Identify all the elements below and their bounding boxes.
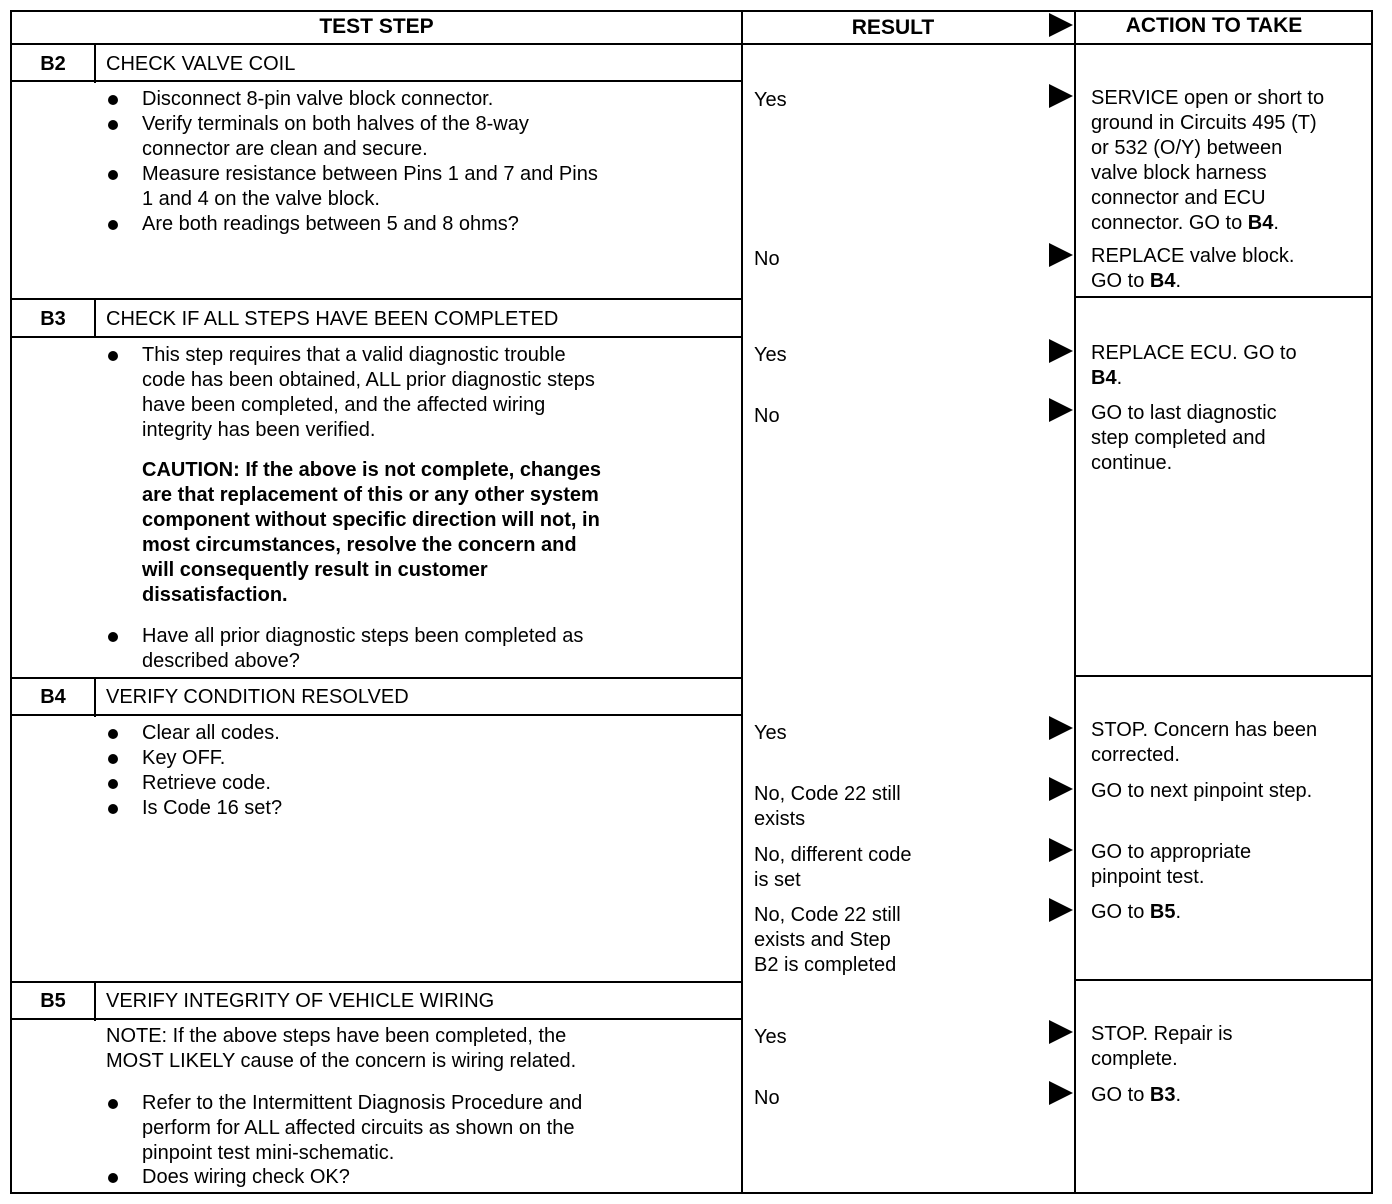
bullet-icon: [108, 95, 118, 105]
b2-bullet-text: Disconnect 8-pin valve block connector.: [142, 88, 494, 110]
b2-bullet-text: Measure resistance between Pins 1 and 7 and Pins: [142, 163, 598, 185]
b3-result-yes: Yes: [754, 344, 787, 366]
b5-bullet2-text: Does wiring check OK?: [142, 1166, 350, 1188]
step-title-b5: VERIFY INTEGRITY OF VEHICLE WIRING: [106, 990, 495, 1012]
b5-result-no: No: [754, 1087, 780, 1109]
arrow-icon: [1049, 398, 1073, 422]
header-rule: [10, 43, 1373, 45]
table-border-left: [10, 10, 12, 1194]
bullet-icon: [108, 170, 118, 180]
b4-bullet-text: Is Code 16 set?: [142, 797, 283, 819]
b2-action-no: REPLACE valve block. GO to B4.: [1091, 245, 1295, 292]
arrow-icon: [1049, 1020, 1073, 1044]
b4-action-2: GO to next pinpoint step.: [1091, 780, 1313, 802]
b2-result-yes: Yes: [754, 89, 787, 111]
b2-bottom-rule-left: [10, 298, 743, 300]
b4-action-1: STOP. Concern has been corrected.: [1091, 719, 1318, 766]
bullet-icon: [108, 351, 118, 361]
b3-caution-text: CAUTION: If the above is not complete, changes are that replacement of this or any other system component without specific direction will not, in most circumstances, resolve the concern and will consequently result in customer dissatisfaction.: [142, 459, 601, 606]
bullet-icon: [108, 779, 118, 789]
b3-action-no: GO to last diagnostic step completed and continue.: [1091, 402, 1277, 474]
arrow-icon: [1049, 339, 1073, 363]
b4-result-4: No, Code 22 still exists and Step B2 is completed: [754, 904, 901, 976]
arrow-icon: [1049, 716, 1073, 740]
b2-id-divider: [94, 45, 96, 83]
bullet-icon: [108, 804, 118, 814]
bullet-icon: [108, 729, 118, 739]
b4-bottom-rule-left: [10, 981, 743, 983]
bullet-icon: [108, 754, 118, 764]
arrow-icon: [1049, 84, 1073, 108]
arrow-icon: [1049, 777, 1073, 801]
b4-bullet-text: Clear all codes.: [142, 722, 280, 744]
header-test-step: TEST STEP: [319, 15, 434, 38]
step-id-b3: B3: [40, 308, 66, 330]
header-result: RESULT: [851, 16, 935, 39]
b5-bullet1-text: Refer to the Intermittent Diagnosis Procedure and perform for ALL affected circuits as shown on the pinpoint test mini-schematic.: [142, 1092, 583, 1164]
table-border-bottom: [10, 1192, 1373, 1194]
b4-id-divider: [94, 679, 96, 717]
b4-bullet-text: Retrieve code.: [142, 772, 271, 794]
table-border-right: [1371, 10, 1373, 1194]
b2-bullet-text: Are both readings between 5 and 8 ohms?: [142, 213, 519, 235]
b4-action-4: GO to B5.: [1091, 901, 1182, 923]
b5-result-yes: Yes: [754, 1026, 787, 1048]
header-action: ACTION TO TAKE: [1125, 14, 1303, 37]
b5-action-yes: STOP. Repair is complete.: [1091, 1023, 1233, 1070]
b2-bullet-text: connector are clean and secure.: [142, 138, 428, 160]
b2-result-no: No: [754, 248, 780, 270]
arrow-icon: [1049, 243, 1073, 267]
step-title-b3: CHECK IF ALL STEPS HAVE BEEN COMPLETED: [106, 308, 559, 330]
b5-note-text: NOTE: If the above steps have been completed, the MOST LIKELY cause of the concern is wiring related.: [106, 1025, 577, 1072]
b2-bullet-text: 1 and 4 on the valve block.: [142, 188, 380, 210]
step-id-b4: B4: [40, 686, 66, 708]
b3-id-divider: [94, 300, 96, 338]
bullet-icon: [108, 1099, 118, 1109]
b2-bullet-text: Verify terminals on both halves of the 8-way: [142, 113, 529, 135]
b4-action-3: GO to appropriate pinpoint test.: [1091, 841, 1252, 888]
b3-action-yes: REPLACE ECU. GO to B4.: [1091, 342, 1297, 389]
b2-action-yes: SERVICE open or short to ground in Circuits 495 (T) or 532 (O/Y) between valve block harness connector and ECU connector. GO to B4.: [1091, 87, 1325, 234]
b4-result-3: No, different code is set: [754, 844, 912, 891]
b3-bottom-rule-left: [10, 677, 743, 679]
b5-title-rule: [10, 1018, 743, 1020]
bullet-icon: [108, 220, 118, 230]
col-divider-action: [1074, 10, 1076, 1194]
header-arrow-icon: [1049, 13, 1073, 37]
step-id-b5: B5: [40, 990, 66, 1012]
b4-title-rule: [10, 714, 743, 716]
bullet-icon: [108, 1173, 118, 1183]
b4-bottom-rule-right: [1074, 979, 1373, 981]
b3-bottom-rule-right: [1074, 675, 1373, 677]
arrow-icon: [1049, 838, 1073, 862]
b5-id-divider: [94, 983, 96, 1021]
arrow-icon: [1049, 1081, 1073, 1105]
b4-result-2: No, Code 22 still exists: [754, 783, 901, 830]
b3-result-no: No: [754, 405, 780, 427]
arrow-icon: [1049, 898, 1073, 922]
table-border-top: [10, 10, 1373, 12]
bullet-icon: [108, 632, 118, 642]
b3-title-rule: [10, 336, 743, 338]
step-id-b2: B2: [40, 53, 66, 75]
bullet-icon: [108, 120, 118, 130]
b4-bullet-text: Key OFF.: [142, 747, 226, 769]
col-divider-result: [741, 10, 743, 1194]
step-title-b4: VERIFY CONDITION RESOLVED: [106, 686, 409, 708]
b5-action-no: GO to B3.: [1091, 1084, 1182, 1106]
b2-title-rule: [10, 80, 743, 82]
b3-bullet1-text: This step requires that a valid diagnostic trouble code has been obtained, ALL prior diagnostic steps have been completed, and the affected wiring integrity has been verified.: [142, 344, 595, 441]
b2-bottom-rule-right: [1074, 296, 1373, 298]
b4-result-1: Yes: [754, 722, 787, 744]
step-title-b2: CHECK VALVE COIL: [106, 53, 296, 75]
b3-bullet2-text: Have all prior diagnostic steps been completed as described above?: [142, 625, 584, 672]
